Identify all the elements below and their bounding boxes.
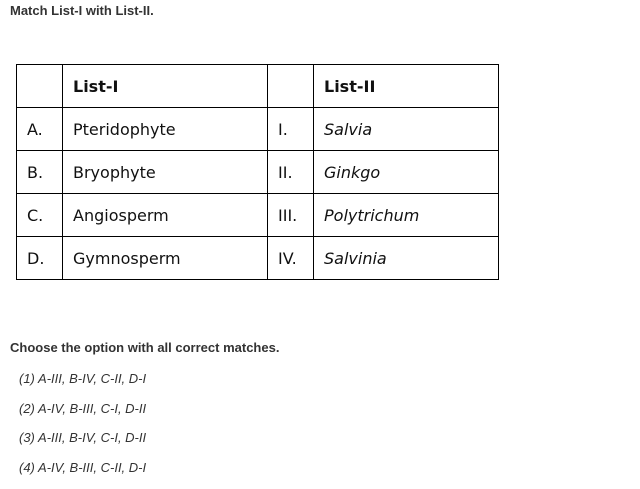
list2-item-cell: Ginkgo: [314, 151, 499, 194]
table-row: [17, 194, 499, 237]
answer-option-4[interactable]: (4) A-IV, B-III, C-II, D-I: [19, 460, 146, 489]
header-list1-cell: List-I: [63, 65, 268, 108]
match-table: [16, 64, 499, 280]
table-row: [17, 151, 499, 194]
row-roman-cell: III.: [268, 194, 314, 237]
answer-options: [19, 371, 146, 489]
answer-option-2[interactable]: (2) A-IV, B-III, C-I, D-II: [19, 401, 146, 431]
list2-item-cell: Polytrichum: [314, 194, 499, 237]
row-roman-cell: IV.: [268, 237, 314, 280]
header-letter-cell: [17, 65, 63, 108]
list1-item-cell: Pteridophyte: [63, 108, 268, 151]
list1-item-cell: Angiosperm: [63, 194, 268, 237]
row-letter-cell: D.: [17, 237, 63, 280]
list2-item-cell: Salvinia: [314, 237, 499, 280]
row-letter-cell: B.: [17, 151, 63, 194]
list2-item-cell: Salvia: [314, 108, 499, 151]
answer-option-1[interactable]: (1) A-III, B-IV, C-II, D-I: [19, 371, 146, 401]
answer-option-3[interactable]: (3) A-III, B-IV, C-I, D-II: [19, 430, 146, 460]
row-roman-cell: II.: [268, 151, 314, 194]
question-prompt: Choose the option with all correct matches.: [10, 340, 279, 355]
table-row: [17, 108, 499, 151]
question-title: Match List-I with List-II.: [10, 3, 154, 18]
row-letter-cell: A.: [17, 108, 63, 151]
table-header-row: [17, 65, 499, 108]
header-list2-cell: List-II: [314, 65, 499, 108]
list1-item-cell: Bryophyte: [63, 151, 268, 194]
header-roman-cell: [268, 65, 314, 108]
table-row: [17, 237, 499, 280]
row-roman-cell: I.: [268, 108, 314, 151]
row-letter-cell: C.: [17, 194, 63, 237]
list1-item-cell: Gymnosperm: [63, 237, 268, 280]
